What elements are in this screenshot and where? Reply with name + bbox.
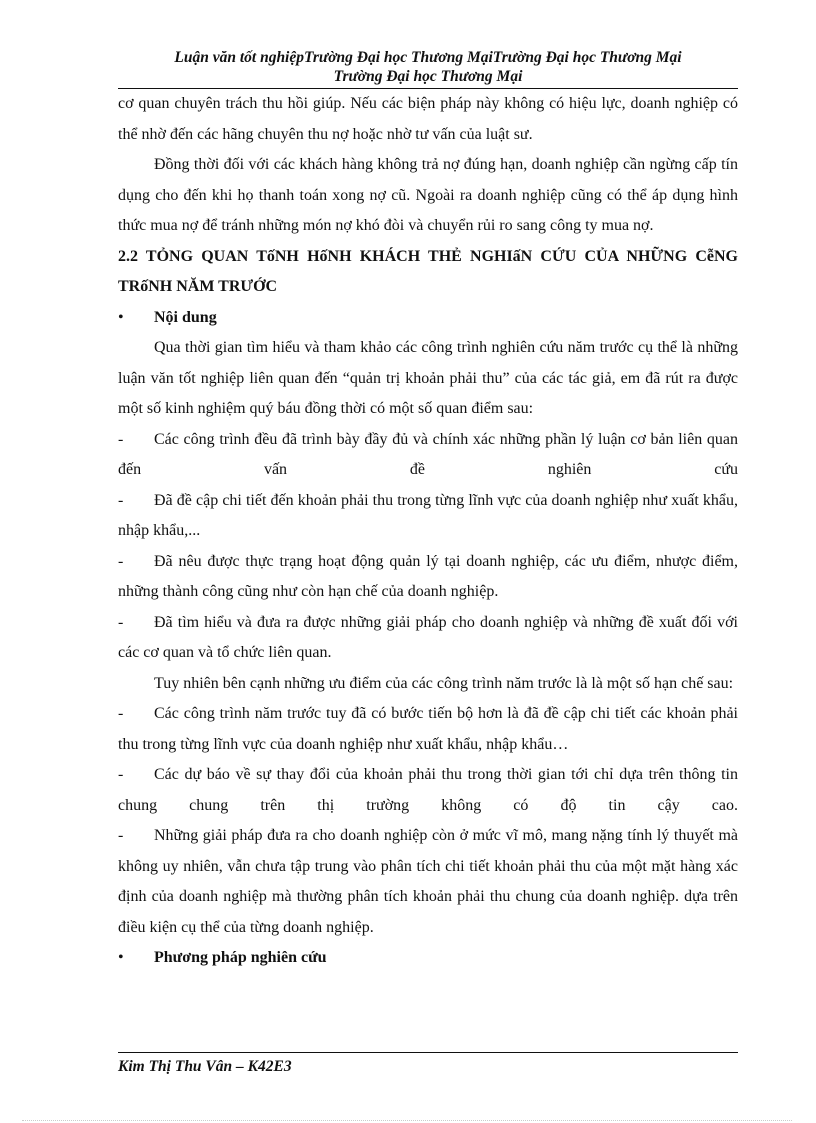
dash-marker: - [118, 491, 124, 509]
paragraph-4: Tuy nhiên bên cạnh những ưu điểm của các công trình năm trước là là một số hạn chế sau: [154, 674, 734, 692]
dash-text: Đã nêu được thực trạng hoạt động quản lý tại doanh nghiệp, các ưu điểm, nhược điểm, những thành công cũng như còn hạn chế của doanh nghiệp. [118, 552, 738, 600]
dash-item-7 [118, 821, 738, 943]
dash-text: Đã tìm hiểu và đưa ra được những giải pháp cho doanh nghiệp và những đề xuất đối với các cơ quan và tổ chức liên quan. [118, 613, 738, 661]
section-heading: 2.2 TỎNG QUAN TốNH HốNH KHÁCH THẺ NGHIấN CỨU CỦA NHỮNG CễNG TRốNH NĂM TRƯỚC [118, 247, 738, 295]
dash-text: Các công trình năm trước tuy đã có bước tiến bộ hơn là đã đề cập chi tiết các khoản phải thu trong từng lĩnh vực của doanh nghiệp như xuất khẩu, nhập khẩu… [118, 705, 738, 753]
dash-marker: - [118, 705, 124, 722]
paragraph-2: Đồng thời đối với các khách hàng không trả nợ đúng hạn, doanh nghiệp cần ngừng cấp tín dụng cho đến khi họ thanh toán xong nợ cũ. Ngoài ra doanh nghiệp cũng có thể áp dụng hình thức mua nợ để tránh những món nợ khó đòi và chuyển rủi ro sang công ty mua nợ. [118, 156, 738, 234]
header-title-line2: Trường Đại học Thương Mại [333, 68, 523, 85]
dash-item-4 [118, 608, 738, 669]
dash-text: Những giải pháp đưa ra cho doanh nghiệp còn ở mức vĩ mô, mang nặng tính lý thuyết mà không uy nhiên, vẫn chưa tập trung vào phân tích chi tiết khoản phải thu của một mặt hàng xác định của doanh nghiệp mà thường phân tích khoản phải thu chung của doanh nghiệp. dựa trên điều kiện cụ thể của từng doanh nghiệp. [118, 827, 738, 936]
dash-item-5 [118, 699, 738, 760]
dash-text: Các dự báo về sự thay đổi của khoản phải thu trong thời gian tới chỉ dựa trên thông tin chung chung trên thị trường không có độ tin cậy cao. [118, 766, 738, 814]
dash-item-2 [118, 486, 738, 547]
dash-marker: - [118, 552, 124, 570]
paragraph-3: Qua thời gian tìm hiểu và tham khảo các công trình nghiên cứu năm trước cụ thể là những luận văn tốt nghiệp liên quan đến “quản trị khoản phải thu” của các tác giả, em đã rút ra được một số kinh nghiệm quý báu đồng thời có một số quan điểm sau: [118, 339, 738, 417]
bullet-method [118, 943, 738, 974]
dash-marker: - [118, 613, 124, 631]
dash-item-1 [118, 425, 738, 486]
bullet-label: Nội dung [154, 308, 217, 326]
dash-item-3 [118, 547, 738, 608]
bullet-icon: • [118, 308, 124, 326]
bullet-content [118, 303, 738, 334]
footer-author: Kim Thị Thu Vân – K42E3 [118, 1058, 292, 1075]
dash-marker: - [118, 430, 124, 448]
document-body [118, 89, 738, 974]
dash-text: Đã đề cập chi tiết đến khoản phải thu trong từng lĩnh vực của doanh nghiệp như xuất khẩu, nhập khẩu,... [118, 491, 738, 539]
dash-text: Các công trình đều đã trình bày đầy đủ và chính xác những phần lý luận cơ bản liên quan đến vấn đề nghiên cứu [118, 430, 738, 478]
footer-divider [118, 1052, 738, 1053]
page-edge [22, 1120, 792, 1121]
dash-marker: - [118, 827, 124, 844]
bullet-label: Phương pháp nghiên cứu [154, 949, 327, 966]
dash-marker: - [118, 766, 124, 783]
dash-item-6 [118, 760, 738, 821]
paragraph-1: cơ quan chuyên trách thu hồi giúp. Nếu các biện pháp này không có hiệu lực, doanh nghiệp có thể nhờ đến các hãng chuyên thu nợ hoặc nhờ tư vấn của luật sư. [118, 95, 738, 143]
bullet-icon: • [118, 949, 124, 966]
header-title-line1: Luận văn tốt nghiệpTrường Đại học Thương MạiTrường Đại học Thương Mại [174, 49, 682, 66]
page-header [118, 48, 738, 89]
